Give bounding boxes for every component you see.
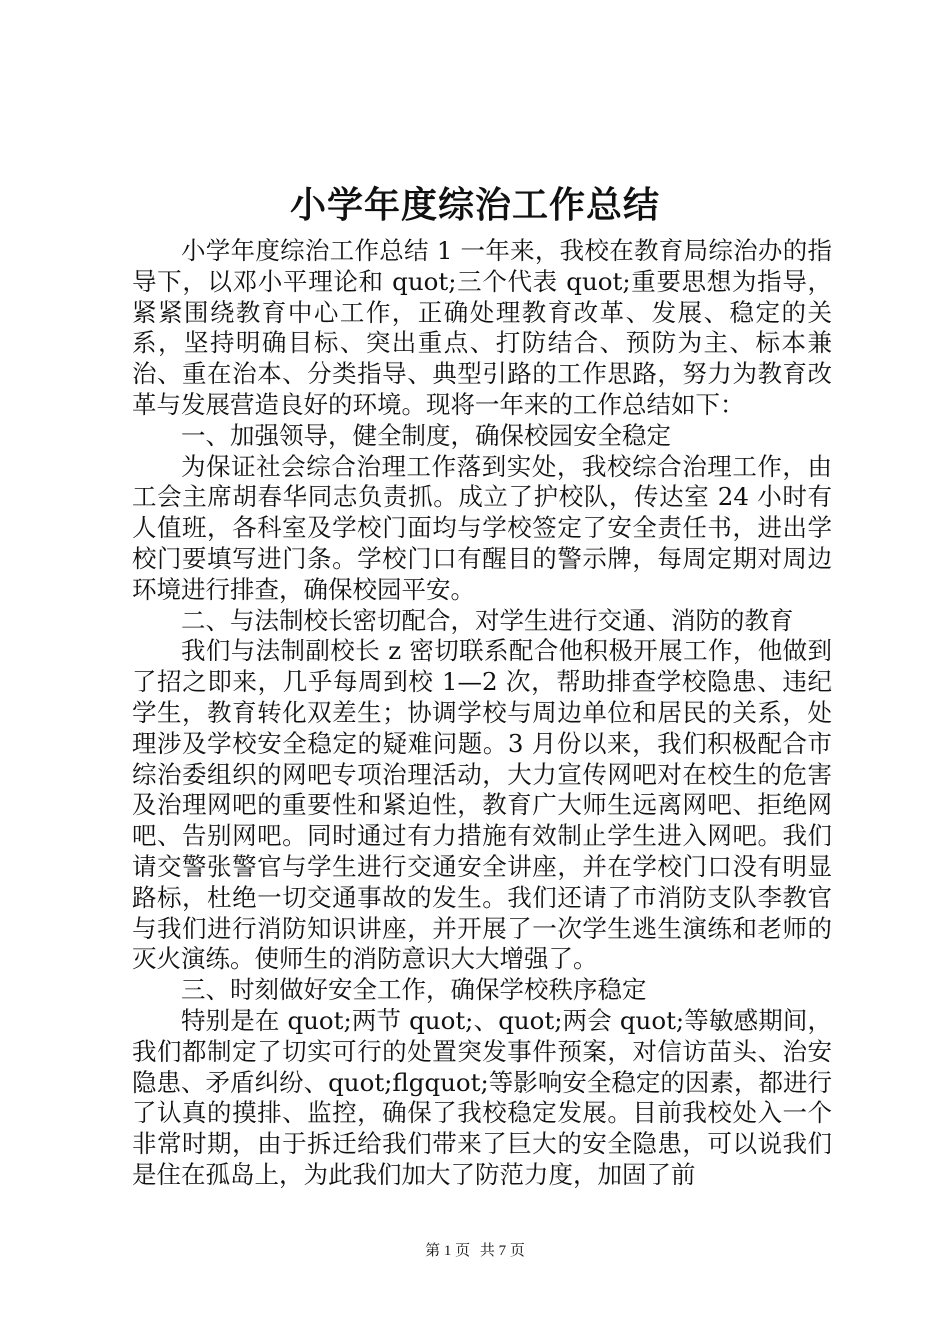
document-body: [132, 236, 832, 1191]
section-heading-2: 二、与法制校长密切配合，对学生进行交通、消防的教育: [181, 605, 794, 635]
paragraph-section-3: 特别是在 quot;两节 quot;、quot;两会 quot;等敏感期间，我们都制定了切实可行的处置突发事件预案，对信访苗头、治安隐患、矛盾纠纷、quot;flgquot;等影响安全稳定的因素，都进行了认真的摸排、监控，确保了我校稳定发展。目前我校处入一个非常时期，由于拆迁给我们带来了巨大的安全隐患，可以说我们是住在孤岛上，为此我们加大了防范力度，加固了前: [132, 1005, 832, 1189]
document-title: 小学年度综治工作总结: [289, 185, 660, 226]
paragraph-section-2: 我们与法制副校长 z 密切联系配合他积极开展工作，他做到了招之即来，几乎每周到校 1—2 次，帮助排查学校隐患、违纪学生，教育转化双差生；协调学校与周边单位和居民的关系，处理涉及学校安全稳定的疑难问题。3 月份以来，我们积极配合市综治委组织的网吧专项治理活动，大力宣传网吧对在校生的危害及治理网吧的重要性和紧迫性，教育广大师生远离网吧、拒绝网吧、告别网吧。同时通过有力措施有效制止学生进入网吧。我们请交警张警官与学生进行交通安全讲座，并在学校门口没有明显路标，杜绝一切交通事故的发生。我们还请了市消防支队李教官与我们进行消防知识讲座，并开展了一次学生逃生演练和老师的灭火演练。使师生的消防意识大大增强了。: [132, 636, 832, 974]
section-heading-1: 一、加强领导，健全制度，确保校园安全稳定: [181, 420, 671, 450]
page-total: 共 7 页: [479, 1243, 525, 1259]
section-heading-3: 三、时刻做好安全工作，确保学校秩序稳定: [181, 975, 647, 1005]
paragraph-intro: 小学年度综治工作总结 1 一年来，我校在教育局综治办的指导下，以邓小平理论和 quot;三个代表 quot;重要思想为指导，紧紧围绕教育中心工作，正确处理教育改革、发展、稳定的关系，坚持明确目标、突出重点、打防结合、预防为主、标本兼治、重在治本、分类指导、典型引路的工作思路，努力为教育改革与发展营造良好的环境。现将一年来的工作总结如下：: [132, 236, 832, 419]
paragraph-section-1: 为保证社会综合治理工作落到实处，我校综合治理工作，由工会主席胡春华同志负责抓。成立了护校队，传达室 24 小时有人值班，各科室及学校门面均与学校签定了安全责任书，进出学校门要填写进门条。学校门口有醒目的警示牌，每周定期对周边环境进行排查，确保校园平安。: [132, 451, 832, 604]
page-number: 第 1 页: [425, 1243, 471, 1259]
page-footer: [0, 1240, 950, 1262]
